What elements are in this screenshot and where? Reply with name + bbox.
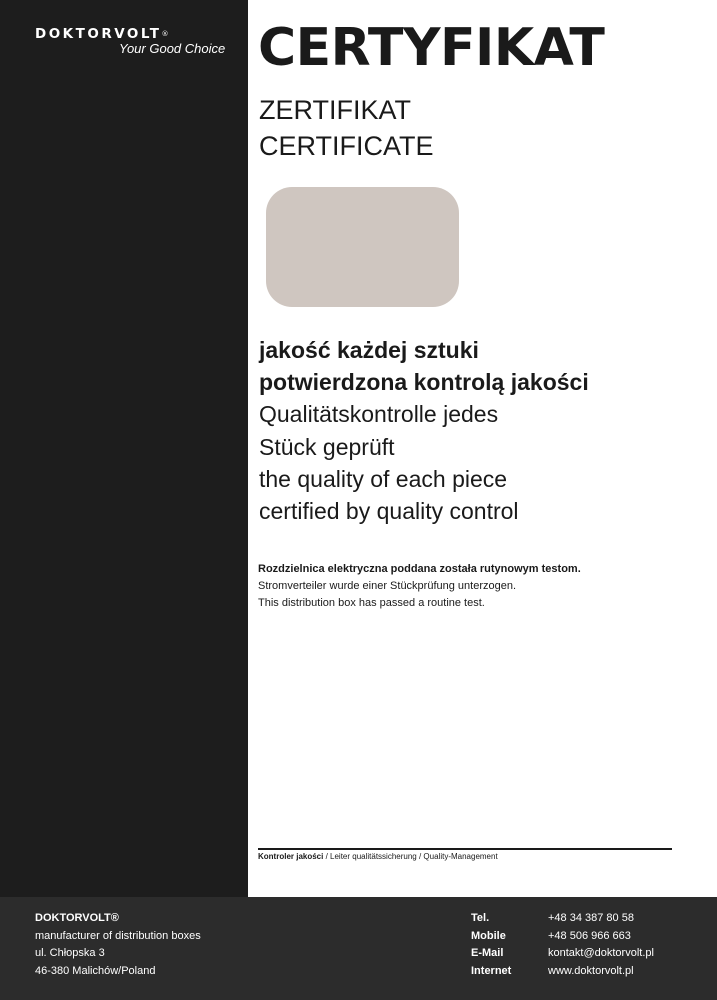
footer-company-info [35,910,201,980]
contact-label-email: E-Mail [471,947,504,959]
quality-pl-line-1: jakość każdej sztuki [259,337,479,363]
quality-de-line-2: Stück geprüft [259,433,395,460]
contact-label-mobile: Mobile [471,929,506,942]
left-sidebar [0,0,248,897]
stamp-placeholder [266,187,459,307]
brand-tagline: Your Good Choice [119,41,226,56]
signature-line [258,848,672,850]
certificate-subtitle-en: CERTIFICATE [259,131,434,161]
footer-company-name: DOKTORVOLT® [35,912,119,924]
footer [0,897,717,1000]
quality-de-line-1: Qualitätskontrolle jedes [259,401,499,428]
test-note-en: This distribution box has passed a routine test. [258,597,485,609]
signature-label-rest: / Leiter qualitätssicherung / Quality-Management [323,852,498,861]
footer-street: ul. Chłopska 3 [35,947,105,959]
contact-value-tel: +48 34 387 80 58 [548,912,634,924]
quality-pl-line-2: potwierdzona kontrolą jakości [259,369,589,396]
quality-statement [259,334,699,527]
test-note-pl: Rozdzielnica elektryczna poddana została rutynowym testom. [258,563,581,575]
signature-label [258,852,498,861]
certificate-title: CERTYFIKAT [258,18,605,78]
test-note-de: Stromverteiler wurde einer Stückprüfung unterzogen. [258,580,517,592]
contact-value-mobile: +48 506 966 663 [548,929,631,942]
certificate-subtitle-de: ZERTIFIKAT [259,95,412,125]
routine-test-note [258,561,698,612]
quality-en-line-1: the quality of each piece [259,465,508,492]
footer-contact-labels [471,910,511,980]
contact-value-email: kontakt@doktorvolt.pl [548,947,654,959]
contact-value-internet: www.doktorvolt.pl [548,964,634,977]
footer-company-description: manufacturer of distribution boxes [35,929,201,942]
brand-reg-mark: ® [161,30,169,38]
footer-city: 46-380 Malichów/Poland [35,964,156,977]
contact-label-internet: Internet [471,964,512,977]
signature-label-pl: Kontroler jakości [258,852,324,861]
quality-en-line-2: certified by quality control [259,498,519,525]
footer-contact-values [548,910,654,980]
brand-logo-wordmark [35,27,240,41]
brand-name: DOKTORVOLT [35,26,162,42]
brand-logo [35,27,240,56]
contact-label-tel: Tel. [471,912,490,924]
